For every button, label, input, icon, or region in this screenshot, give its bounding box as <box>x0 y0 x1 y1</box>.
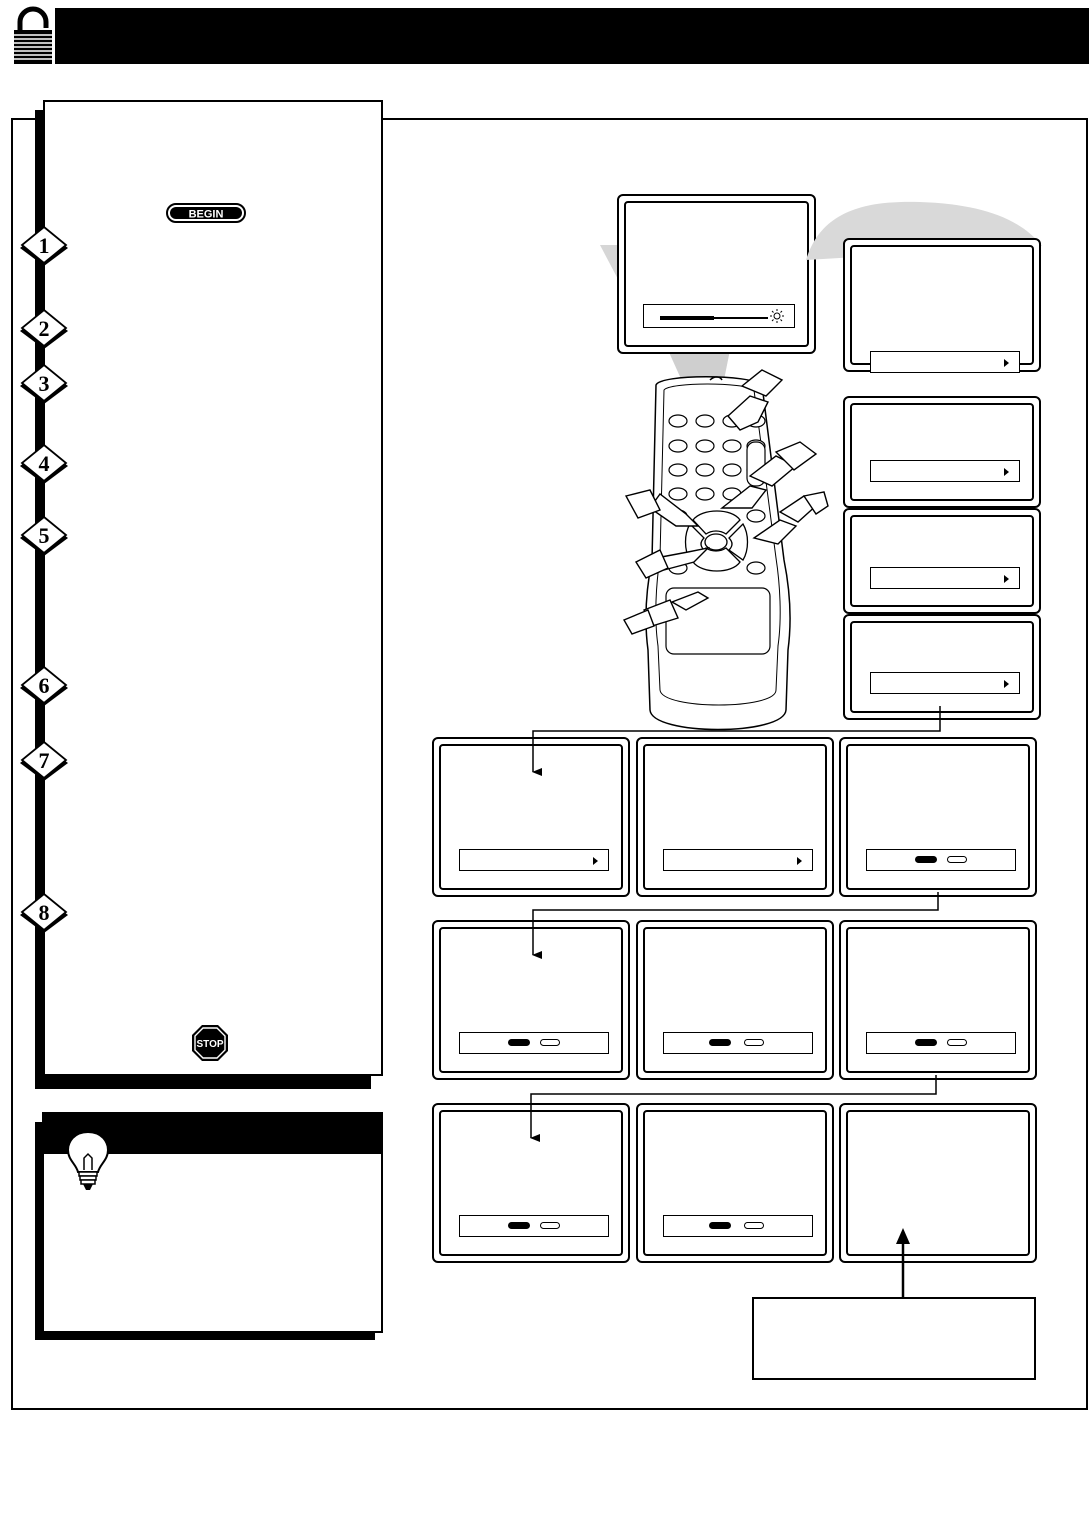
callout-box <box>752 1297 1036 1380</box>
step-2-number: 2 <box>38 316 50 341</box>
step-8-number: 8 <box>38 900 50 925</box>
step-3-number: 3 <box>38 371 50 396</box>
step-1-number: 1 <box>38 233 50 258</box>
begin-label: BEGIN <box>188 208 224 221</box>
step-6-number: 6 <box>38 673 50 698</box>
step-4-number: 4 <box>38 451 50 476</box>
stop-label: STOP <box>196 1039 224 1050</box>
step-5-number: 5 <box>38 523 50 548</box>
step-7-number: 7 <box>38 748 50 773</box>
